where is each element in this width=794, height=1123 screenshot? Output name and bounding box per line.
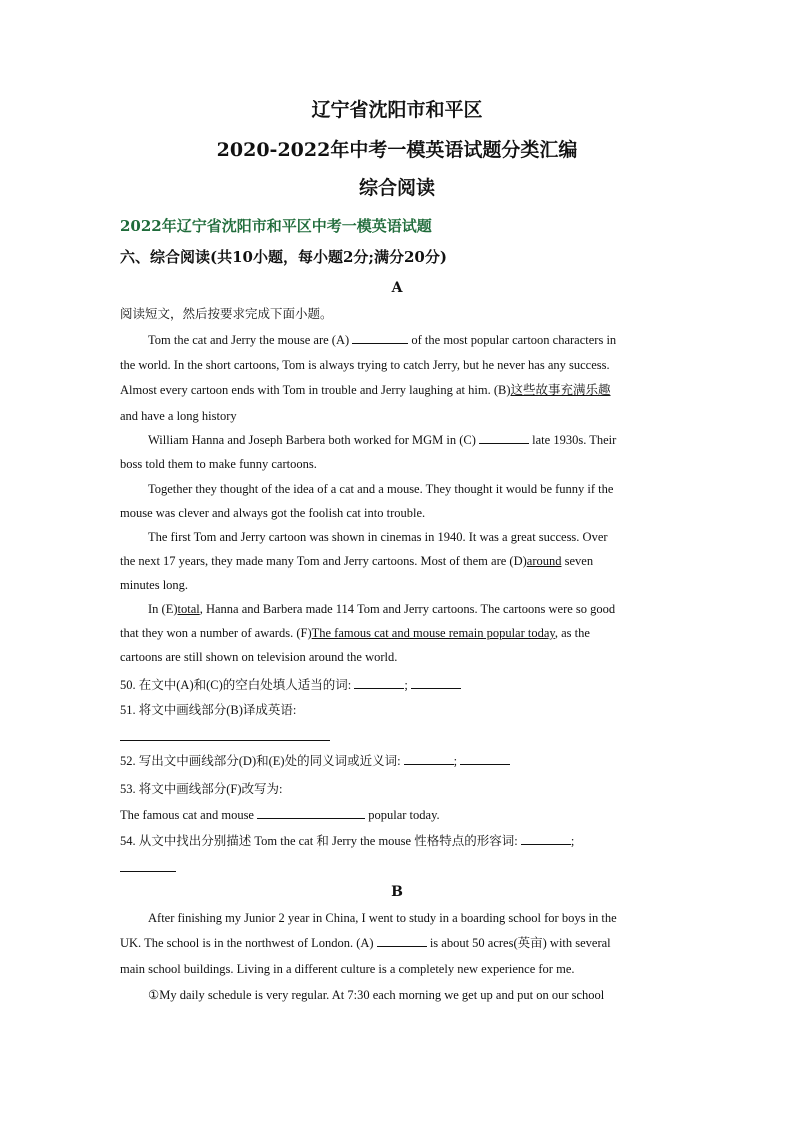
document-title-subject: 2020-2022年中考一模英语试题分类汇编 [216, 139, 578, 161]
underlined-f: The famous cat and mouse remain popular today [311, 626, 555, 640]
question-53-sentence: The famous cat and mouse popular today. [120, 808, 440, 822]
passage-a-line: In (E)total, Hanna and Barbera made 114 Tom and Jerry cartoons. The cartoons were so good [148, 602, 616, 616]
passage-a-label: A [391, 280, 403, 296]
blank-c [479, 432, 529, 444]
answer-blank[interactable] [460, 753, 510, 765]
passage-a-line: mouse was clever and always got the foolish cat into trouble. [120, 506, 426, 520]
passage-b-line: After finishing my Junior 2 year in China, I went to study in a boarding school for boys in the [148, 911, 617, 925]
passage-b-line: main school buildings. Living in a different culture is a completely new experience for me. [120, 962, 575, 976]
passage-a-line: boss told them to make funny cartoons. [120, 457, 317, 471]
passage-a-line: cartoons are still shown on television around the world. [120, 650, 398, 664]
blank-b-a [377, 935, 427, 947]
passage-b-label: B [391, 884, 403, 900]
passage-a-line: Tom the cat and Jerry the mouse are (A) of the most popular cartoon characters in [148, 333, 617, 347]
passage-a-instruction: 阅读短文，然后按要求完成下面小题。 [120, 307, 333, 321]
question-51: 51. 将文中画线部分(B)译成英语: [120, 703, 297, 717]
question-52: 52. 写出文中画线部分(D)和(E)处的同义词或近义词: ; [120, 753, 510, 769]
passage-a-line: minutes long. [120, 578, 189, 592]
document-title-topic: 综合阅读 [358, 177, 435, 199]
question-54: 54. 从文中找出分别描述 Tom the cat 和 Jerry the mouse 性格特点的形容词: ; [120, 834, 575, 848]
exam-title: 2022年辽宁省沈阳市和平区中考一模英语试题 [120, 217, 432, 235]
passage-b-line: UK. The school is in the northwest of London. (A) is about 50 acres(英亩) with several [120, 936, 611, 950]
answer-line-51[interactable] [120, 740, 330, 741]
passage-a-line: that they won a number of awards. (F)The famous cat and mouse remain popular today, as the [120, 626, 590, 640]
underlined-b: 这些故事充满乐趣 [510, 383, 611, 397]
answer-blank[interactable] [257, 807, 365, 819]
passage-b-line: ①My daily schedule is very regular. At 7:30 each morning we get up and put on our school [148, 988, 605, 1002]
passage-a-line: Together they thought of the idea of a cat and a mouse. They thought it would be funny if the [148, 482, 614, 496]
passage-a-line: the next 17 years, they made many Tom and Jerry cartoons. Most of them are (D)around seven [120, 554, 594, 568]
passage-a-line: William Hanna and Joseph Barbera both worked for MGM in (C) late 1930s. Their [148, 433, 617, 447]
part-title: 六、综合阅读(共10小题，每小题2分;满分20分) [120, 248, 447, 266]
underlined-e: total [177, 602, 200, 616]
answer-blank[interactable] [404, 753, 454, 765]
passage-a-line: Almost every cartoon ends with Tom in trouble and Jerry laughing at him. (B)这些故事充满乐趣 [120, 383, 611, 397]
underlined-d: around [526, 554, 562, 568]
answer-blank[interactable] [411, 677, 461, 689]
question-53: 53. 将文中画线部分(F)改写为: [120, 782, 283, 796]
passage-a-line: the world. In the short cartoons, Tom is always trying to catch Jerry, but he never has any success. [120, 358, 610, 372]
answer-blank[interactable] [521, 833, 571, 845]
question-50: 50. 在文中(A)和(C)的空白处填人适当的词: ; [120, 677, 461, 693]
document-title-region: 辽宁省沈阳市和平区 [311, 99, 483, 121]
blank-a [352, 332, 408, 344]
passage-a-line: and have a long history [120, 409, 237, 423]
answer-blank[interactable] [354, 677, 404, 689]
passage-a-line: The first Tom and Jerry cartoon was shown in cinemas in 1940. It was a great success. Over [148, 530, 608, 544]
answer-line-54[interactable] [120, 871, 176, 872]
